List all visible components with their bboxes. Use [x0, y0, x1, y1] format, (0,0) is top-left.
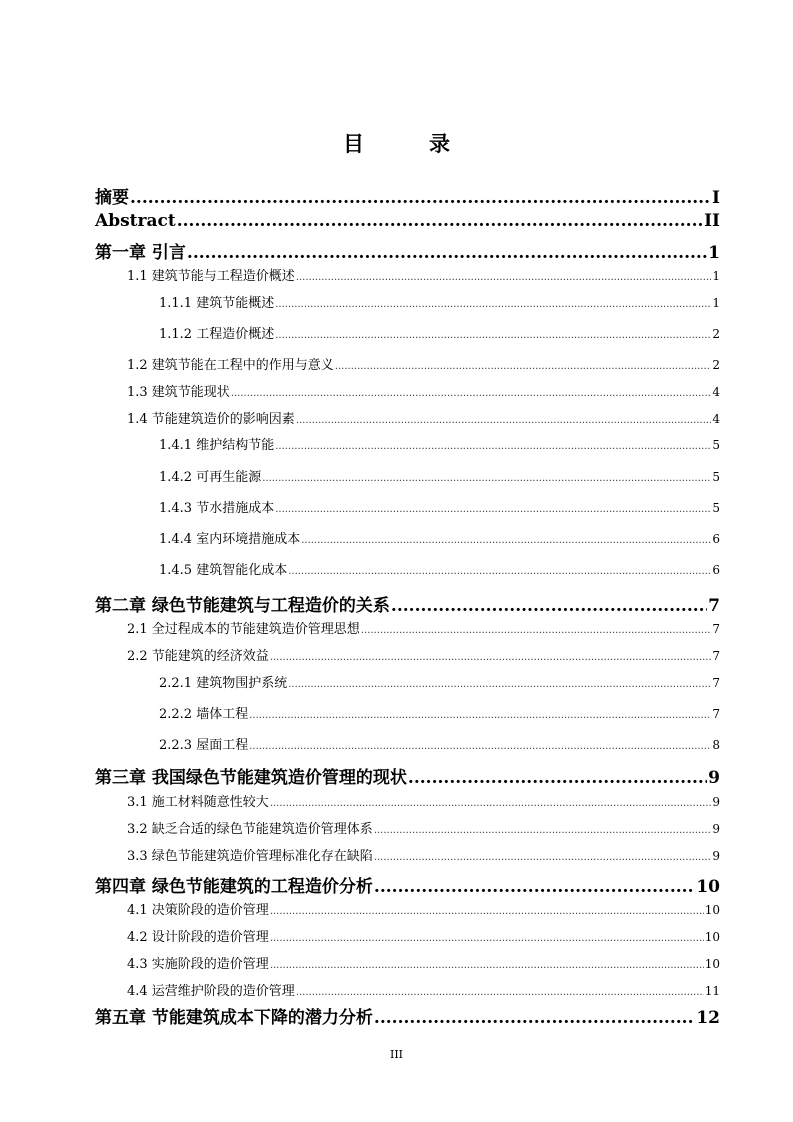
toc-entry-page: I: [712, 188, 720, 208]
toc-entry-label: 第二章 绿色节能建筑与工程造价的关系: [95, 596, 390, 616]
toc-entry-label: 4.1 决策阶段的造价管理: [127, 903, 269, 918]
toc-title: 目 录: [343, 131, 472, 156]
toc-dot-leader: [361, 625, 712, 636]
toc-entry-label: 1.4.3 节水措施成本: [159, 501, 275, 516]
toc-dot-leader: [374, 825, 712, 836]
toc-dot-leader: [296, 272, 712, 283]
toc-entry-page: 7: [712, 707, 720, 721]
toc-entry[interactable]: [95, 381, 720, 400]
toc-entry[interactable]: [95, 953, 720, 972]
toc-entry[interactable]: [95, 466, 720, 485]
toc-dot-leader: [262, 473, 711, 484]
toc-entry-label: 4.2 设计阶段的造价管理: [127, 930, 269, 945]
toc-entry[interactable]: [95, 899, 720, 918]
toc-entry[interactable]: [95, 734, 720, 753]
toc-entry-label: 1.1.1 建筑节能概述: [159, 296, 275, 311]
toc-entry-page: 6: [712, 563, 720, 577]
toc-dot-leader: [408, 768, 707, 788]
page-number-footer: III: [389, 1048, 404, 1061]
toc-entry[interactable]: [95, 872, 720, 897]
toc-entry-page: 1: [708, 243, 720, 263]
toc-dot-leader: [288, 679, 711, 690]
toc-entry-label: 1.4.4 室内环境措施成本: [159, 532, 301, 547]
toc-entry[interactable]: [95, 292, 720, 311]
toc-entry-label: 1.1 建筑节能与工程造价概述: [127, 269, 295, 284]
toc-entry[interactable]: [95, 497, 720, 516]
toc-entry-label: 1.4.2 可再生能源: [159, 470, 262, 485]
toc-dot-leader: [231, 388, 712, 399]
toc-entry-page: 10: [696, 877, 720, 897]
toc-entry-page: 9: [712, 795, 720, 809]
toc-entry-page: 5: [712, 438, 720, 452]
toc-entry-label: 2.1 全过程成本的节能建筑造价管理思想: [127, 622, 360, 637]
toc-dot-leader: [270, 906, 704, 917]
toc-entry-page: 8: [712, 738, 720, 752]
toc-entry[interactable]: [95, 323, 720, 342]
toc-entry-page: 10: [704, 957, 720, 971]
toc-entry-page: 7: [708, 596, 720, 616]
toc-entry-label: 1.3 建筑节能现状: [127, 385, 230, 400]
toc-entry[interactable]: [95, 211, 720, 231]
toc-entry[interactable]: [95, 672, 720, 691]
toc-dot-leader: [296, 987, 704, 998]
toc-dot-leader: [374, 1008, 695, 1028]
toc-entry[interactable]: [95, 591, 720, 616]
toc-entry-page: 1: [712, 269, 720, 283]
toc-entry-page: 7: [712, 649, 720, 663]
toc-entry-page: 9: [712, 849, 720, 863]
toc-dot-leader: [275, 299, 711, 310]
toc-entry[interactable]: [95, 791, 720, 810]
toc-entry[interactable]: [95, 645, 720, 664]
toc-entry-label: 第一章 引言: [95, 243, 186, 263]
toc-entry[interactable]: [95, 434, 720, 453]
toc-entry-page: 4: [712, 385, 720, 399]
toc-dot-leader: [296, 415, 712, 426]
toc-entry-page: 1: [712, 296, 720, 310]
toc-entry-page: 9: [712, 822, 720, 836]
toc-dot-leader: [391, 596, 707, 616]
toc-dot-leader: [275, 441, 711, 452]
toc-dot-leader: [249, 710, 711, 721]
toc-dot-leader: [177, 211, 703, 231]
toc-entry[interactable]: [95, 980, 720, 999]
toc-dot-leader: [270, 652, 712, 663]
toc-entry-page: 9: [708, 768, 720, 788]
toc-entry-page: 2: [712, 327, 720, 341]
toc-entry-page: 4: [712, 412, 720, 426]
toc-entry-page: 2: [712, 358, 720, 372]
toc-entry-page: II: [704, 211, 720, 231]
toc-entry[interactable]: [95, 238, 720, 263]
toc-entry-label: 1.1.2 工程造价概述: [159, 327, 275, 342]
toc-entry[interactable]: [95, 618, 720, 637]
toc-entry-page: 7: [712, 622, 720, 636]
toc-entry[interactable]: [95, 408, 720, 427]
toc-entry[interactable]: [95, 845, 720, 864]
toc-entry[interactable]: [95, 926, 720, 945]
toc-entry[interactable]: [95, 818, 720, 837]
toc-dot-leader: [270, 960, 704, 971]
toc-entry-label: 第五章 节能建筑成本下降的潜力分析: [95, 1008, 373, 1028]
toc-entry-label: 第四章 绿色节能建筑的工程造价分析: [95, 877, 373, 897]
toc-dot-leader: [374, 852, 712, 863]
toc-entry-page: 5: [712, 470, 720, 484]
toc-entry-label: 1.2 建筑节能在工程中的作用与意义: [127, 358, 334, 373]
toc-entry-page: 10: [704, 930, 720, 944]
toc-entry-page: 6: [712, 532, 720, 546]
toc-entry[interactable]: [95, 265, 720, 284]
toc-entry-label: 2.2 节能建筑的经济效益: [127, 649, 269, 664]
toc-entry-page: 5: [712, 501, 720, 515]
toc-entry-label: 3.1 施工材料随意性较大: [127, 795, 269, 810]
toc-entry-label: 2.2.2 墙体工程: [159, 707, 249, 722]
toc-entry-label: 3.3 绿色节能建筑造价管理标准化存在缺陷: [127, 849, 373, 864]
toc-entry-label: Abstract: [95, 211, 176, 231]
toc-entry-label: 1.4 节能建筑造价的影响因素: [127, 412, 295, 427]
toc-entry-label: 1.4.5 建筑智能化成本: [159, 563, 288, 578]
toc-dot-leader: [275, 330, 711, 341]
toc-entry[interactable]: [95, 703, 720, 722]
toc-dot-leader: [288, 566, 711, 577]
toc-dot-leader: [374, 877, 695, 897]
toc-entry[interactable]: [95, 559, 720, 578]
toc-dot-leader: [275, 504, 711, 515]
toc-dot-leader: [249, 741, 711, 752]
toc-dot-leader: [270, 933, 704, 944]
toc-entry[interactable]: [95, 183, 720, 208]
toc-dot-leader: [187, 243, 707, 263]
toc-entry-label: 3.2 缺乏合适的绿色节能建筑造价管理体系: [127, 822, 373, 837]
toc-entry[interactable]: [95, 354, 720, 373]
toc-entry[interactable]: [95, 1003, 720, 1028]
toc-dot-leader: [130, 188, 711, 208]
toc-entry-page: 10: [704, 903, 720, 917]
toc-dot-leader: [270, 798, 712, 809]
toc-entry-label: 2.2.1 建筑物围护系统: [159, 676, 288, 691]
toc-entry-label: 2.2.3 屋面工程: [159, 738, 249, 753]
toc-dot-leader: [301, 535, 711, 546]
toc-dot-leader: [335, 361, 712, 372]
toc-entry-label: 4.4 运营维护阶段的造价管理: [127, 984, 295, 999]
toc-entry[interactable]: [95, 528, 720, 547]
toc-entry-label: 第三章 我国绿色节能建筑造价管理的现状: [95, 768, 407, 788]
toc-entry-page: 7: [712, 676, 720, 690]
toc-entry-page: 12: [696, 1008, 720, 1028]
toc-entry[interactable]: [95, 763, 720, 788]
toc-entry-label: 1.4.1 维护结构节能: [159, 438, 275, 453]
toc-entry-label: 摘要: [95, 188, 129, 208]
toc-entry-page: 11: [704, 984, 720, 998]
toc-entry-label: 4.3 实施阶段的造价管理: [127, 957, 269, 972]
